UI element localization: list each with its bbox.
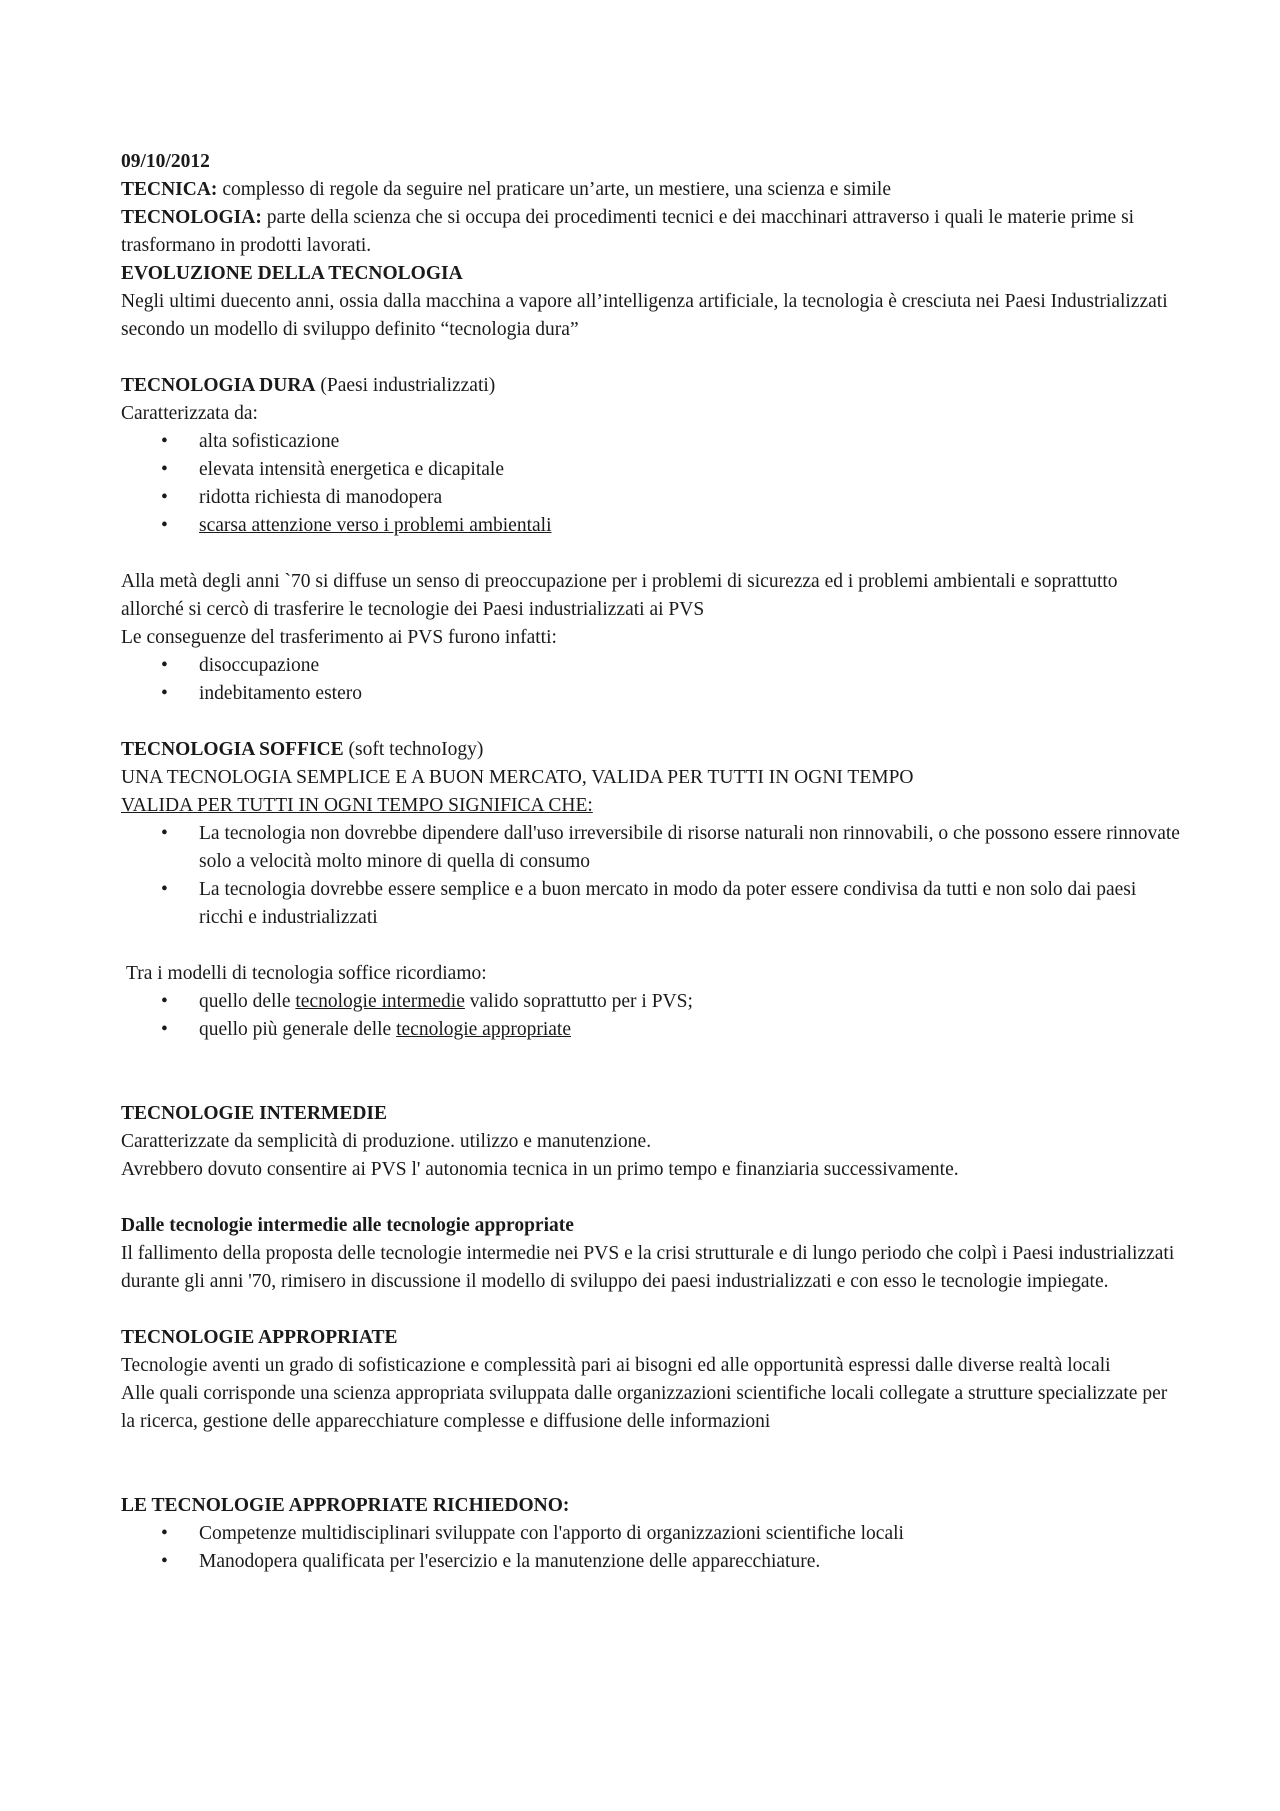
underlined-text: tecnologie appropriate	[396, 1019, 571, 1040]
list-item	[121, 512, 1181, 540]
paragraph	[121, 792, 1181, 820]
tecnologia-definition	[121, 204, 1181, 260]
item-text: valido soprattutto per i PVS;	[464, 991, 693, 1012]
section-heading	[121, 736, 1181, 764]
section-heading: TECNOLOGIE APPROPRIATE	[121, 1327, 398, 1348]
bullet-list	[121, 428, 1181, 540]
list-item	[121, 428, 1181, 456]
document-page	[121, 148, 1181, 1576]
list-item	[121, 652, 1181, 680]
heading-text: TECNOLOGIA DURA	[121, 375, 316, 396]
item-text: alta sofisticazione	[199, 431, 340, 452]
bullet-icon: •	[161, 683, 168, 704]
item-text: quello delle	[199, 991, 296, 1012]
bullet-list	[121, 988, 1181, 1044]
paragraph: Caratterizzate da semplicità di produzione. utilizzo e manutenzione.	[121, 1131, 652, 1152]
term: TECNICA:	[121, 179, 218, 200]
bullet-icon: •	[161, 1523, 168, 1544]
bullet-list	[121, 652, 1181, 708]
definition-text: complesso di regole da seguire nel praticare un’arte, un mestiere, una scienza e simile	[217, 179, 891, 200]
item-text: ridotta richiesta di manodopera	[199, 487, 443, 508]
item-text: disoccupazione	[199, 655, 320, 676]
list-item	[121, 820, 1181, 876]
item-text: Manodopera qualificata per l'esercizio e la manutenzione delle apparecchiature.	[199, 1551, 821, 1572]
item-text: Competenze multidisciplinari sviluppate con l'apporto di organizzazioni scientifiche locali	[199, 1523, 904, 1544]
list-item	[121, 876, 1181, 932]
item-text: quello più generale delle	[199, 1019, 397, 1040]
bullet-list	[121, 820, 1181, 932]
heading-text: TECNOLOGIA SOFFICE	[121, 739, 344, 760]
heading-note: (Paesi industrializzati)	[315, 375, 496, 396]
section-heading: EVOLUZIONE DELLA TECNOLOGIA	[121, 263, 463, 284]
list-item	[121, 1016, 1181, 1044]
bullet-icon: •	[161, 879, 168, 900]
date: 09/10/2012	[121, 151, 210, 172]
item-text: indebitamento estero	[199, 683, 362, 704]
paragraph: Caratterizzata da:	[121, 403, 258, 424]
paragraph: Avrebbero dovuto consentire ai PVS l' autonomia tecnica in un primo tempo e finanziaria successivamente.	[121, 1159, 959, 1180]
bullet-icon: •	[161, 515, 168, 536]
heading-note: (soft technoIogy)	[343, 739, 484, 760]
item-text: La tecnologia non dovrebbe dipendere dall'uso irreversibile di risorse naturali non rinnovabili, o che possono essere rinnovate solo a velocità molto minore di quella di consumo	[199, 823, 1180, 872]
bullet-icon: •	[161, 431, 168, 452]
bullet-icon: •	[161, 1019, 168, 1040]
list-item	[121, 456, 1181, 484]
bullet-icon: •	[161, 991, 168, 1012]
paragraph: UNA TECNOLOGIA SEMPLICE E A BUON MERCATO, VALIDA PER TUTTI IN OGNI TEMPO	[121, 767, 914, 788]
term: TECNOLOGIA:	[121, 207, 262, 228]
list-item	[121, 1548, 1181, 1576]
paragraph: Il fallimento della proposta delle tecnologie intermedie nei PVS e la crisi strutturale e di lungo periodo che colpì i Paesi industrializzati durante gli anni '70, rimisero in discussione il modello di sviluppo dei paesi industrializzati e con esso le tecnologie impiegate.	[121, 1243, 1175, 1292]
paragraph: Tra i modelli di tecnologia soffice ricordiamo:	[126, 963, 487, 984]
paragraph: Alla metà degli anni `70 si diffuse un senso di preoccupazione per i problemi di sicurezza ed i problemi ambientali e soprattutto allorché si cercò di trasferire le tecnologie dei Paesi industrializzati ai PVS	[121, 571, 1118, 620]
paragraph: Negli ultimi duecento anni, ossia dalla macchina a vapore all’intelligenza artificiale, la tecnologia è cresciuta nei Paesi Industrializzati secondo un modello di sviluppo definito “tecnologia dura”	[121, 291, 1168, 340]
bullet-icon: •	[161, 1551, 168, 1572]
bullet-icon: •	[161, 487, 168, 508]
section-heading: Dalle tecnologie intermedie alle tecnologie appropriate	[121, 1215, 574, 1236]
definition-text: parte della scienza che si occupa dei procedimenti tecnici e dei macchinari attraverso i quali le materie prime si trasformano in prodotti lavorati.	[121, 207, 1135, 256]
list-item	[121, 1520, 1181, 1548]
bullet-list	[121, 1520, 1181, 1576]
paragraph: Alle quali corrisponde una scienza appropriata sviluppata dalle organizzazioni scientifiche locali collegate a strutture specializzate per la ricerca, gestione delle apparecchiature complesse e diffusione delle informazioni	[121, 1383, 1168, 1432]
tecnica-definition	[121, 176, 1181, 204]
item-text: scarsa attenzione verso i problemi ambientali	[199, 515, 552, 536]
underlined-text: tecnologie intermedie	[295, 991, 465, 1012]
bullet-icon: •	[161, 823, 168, 844]
section-heading	[121, 372, 1181, 400]
item-text: elevata intensità energetica e dicapitale	[199, 459, 504, 480]
paragraph: Le conseguenze del trasferimento ai PVS furono infatti:	[121, 627, 557, 648]
list-item	[121, 680, 1181, 708]
list-item	[121, 484, 1181, 512]
bullet-icon: •	[161, 459, 168, 480]
section-heading: LE TECNOLOGIE APPROPRIATE RICHIEDONO:	[121, 1495, 570, 1516]
item-text: La tecnologia dovrebbe essere semplice e a buon mercato in modo da poter essere condivisa da tutti e non solo dai paesi ricchi e industrializzati	[199, 879, 1137, 928]
paragraph: Tecnologie aventi un grado di sofisticazione e complessità pari ai bisogni ed alle opportunità espressi dalle diverse realtà locali	[121, 1355, 1111, 1376]
list-item	[121, 988, 1181, 1016]
underlined-text: VALIDA PER TUTTI IN OGNI TEMPO SIGNIFICA CHE:	[121, 795, 593, 816]
bullet-icon: •	[161, 655, 168, 676]
section-heading: TECNOLOGIE INTERMEDIE	[121, 1103, 388, 1124]
